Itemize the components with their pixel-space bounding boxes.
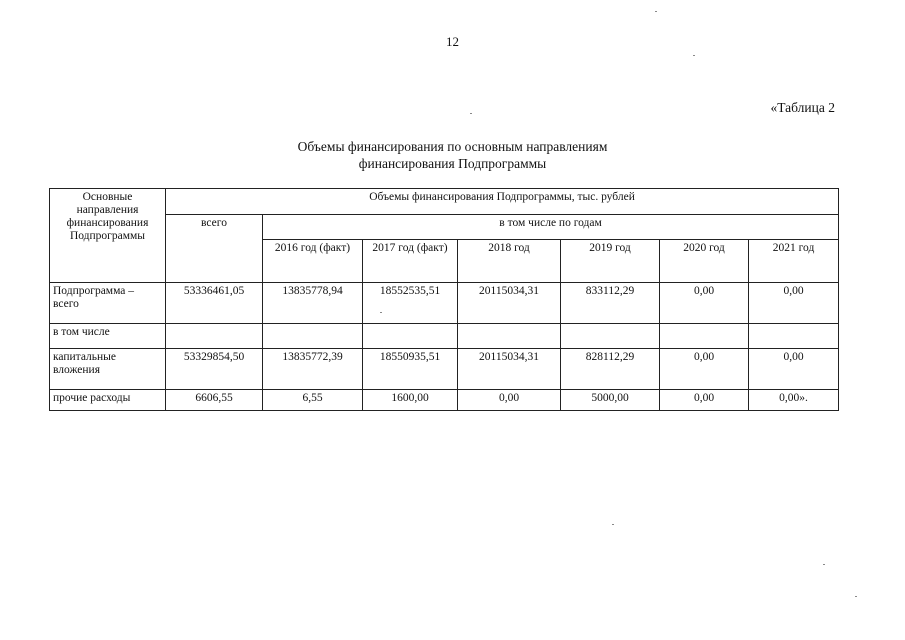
cell-2021: 0,00	[749, 283, 839, 324]
scan-speck	[693, 55, 695, 56]
cell-total: 6606,55	[166, 390, 263, 411]
cell-total: 53336461,05	[166, 283, 263, 324]
row-label: Подпрограмма – всего	[50, 283, 166, 324]
cell-2017: 1600,00	[363, 390, 458, 411]
table-reference: «Таблица 2	[770, 100, 835, 115]
header-year-2020: 2020 год	[660, 240, 749, 283]
cell-2018	[458, 324, 561, 349]
cell-total	[166, 324, 263, 349]
financing-table	[49, 188, 839, 411]
document-title	[0, 138, 905, 172]
cell-2020: 0,00	[660, 390, 749, 411]
scan-speck	[470, 113, 472, 114]
cell-2018: 20115034,31	[458, 283, 561, 324]
row-label: прочие расходы	[50, 390, 166, 411]
cell-2019: 828112,29	[561, 349, 660, 390]
cell-2020: 0,00	[660, 283, 749, 324]
header-financing-group: Объемы финансирования Подпрограммы, тыс. рублей	[166, 189, 839, 215]
cell-total: 53329854,50	[166, 349, 263, 390]
cell-2018: 20115034,31	[458, 349, 561, 390]
cell-2021: 0,00».	[749, 390, 839, 411]
cell-2019: 833112,29	[561, 283, 660, 324]
scan-speck	[655, 11, 657, 12]
header-year-2016: 2016 год (факт)	[263, 240, 363, 283]
header-year-2017: 2017 год (факт)	[363, 240, 458, 283]
scan-speck	[823, 564, 825, 565]
row-label: в том числе	[50, 324, 166, 349]
header-year-2021: 2021 год	[749, 240, 839, 283]
title-line-1: Объемы финансирования по основным направлениям	[297, 139, 608, 154]
cell-2019: 5000,00	[561, 390, 660, 411]
cell-2016: 6,55	[263, 390, 363, 411]
page-number: 12	[446, 34, 459, 49]
cell-2020: 0,00	[660, 349, 749, 390]
cell-2020	[660, 324, 749, 349]
row-label: капитальные вложения	[50, 349, 166, 390]
cell-2018: 0,00	[458, 390, 561, 411]
header-year-2018: 2018 год	[458, 240, 561, 283]
header-by-years: в том числе по годам	[263, 215, 839, 240]
scan-speck	[380, 312, 382, 313]
header-total: всего	[166, 215, 263, 283]
cell-2016: 13835772,39	[263, 349, 363, 390]
table-row-subprogram-total	[50, 283, 839, 324]
cell-2021: 0,00	[749, 349, 839, 390]
scan-speck	[855, 596, 857, 597]
cell-2021	[749, 324, 839, 349]
cell-2016	[263, 324, 363, 349]
table-row-capital-investments	[50, 349, 839, 390]
table-row-other-expenses	[50, 390, 839, 411]
cell-2017: 18550935,51	[363, 349, 458, 390]
cell-2019	[561, 324, 660, 349]
table-row-including	[50, 324, 839, 349]
cell-2017: 18552535,51	[363, 283, 458, 324]
scan-speck	[612, 524, 614, 525]
header-year-2019: 2019 год	[561, 240, 660, 283]
title-line-2: финансирования Подпрограммы	[358, 156, 547, 171]
cell-2016: 13835778,94	[263, 283, 363, 324]
header-directions: Основные направления финансирования Подпрограммы	[50, 189, 166, 283]
cell-2017	[363, 324, 458, 349]
